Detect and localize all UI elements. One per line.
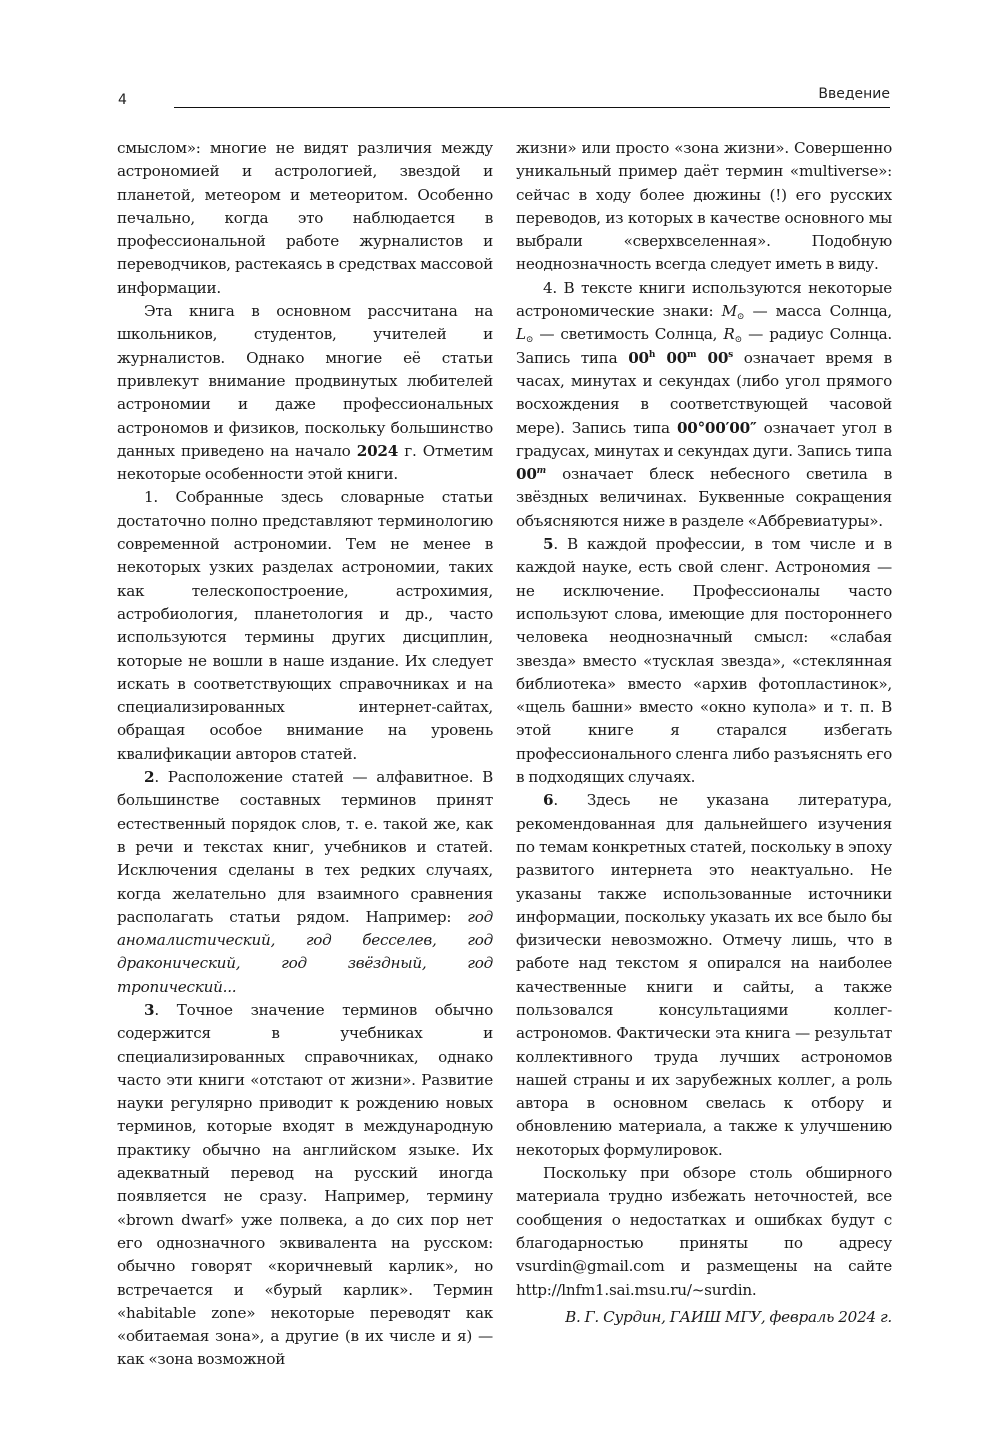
paragraph-item-6 (516, 789, 892, 1162)
item-number: 3 (144, 1000, 155, 1019)
angle-notation: 00°00′00″ (676, 418, 757, 437)
text: 00 (655, 348, 688, 367)
paragraph-item-1: 1. Собранные здесь словарные статьи достаточно полно представляют терминологию современной астрономии. Тем не менее в некоторых узких разделах астрономии, таких как телескопостроение, астрохимия, астробиология, планетология и др., часто используются термины других дисциплин, которые не вошли в наше издание. Их следует искать в соответствующих справочниках и на специализированных интернет-сайтах, обращая особое внимание на уровень квалификации авторов статей. (117, 488, 493, 763)
text: — радиус Солнца. Запись типа (516, 325, 892, 367)
examples: год аномалистический, год бесселев, год драконический, год звёздный, год тропический... (117, 907, 493, 996)
item-number: 2 (144, 768, 155, 787)
year: 2024 (356, 441, 399, 460)
text: 00 (696, 348, 729, 367)
sun-symbol: ⊙ (736, 312, 745, 323)
text: 00 (516, 465, 537, 484)
text: Эта книга в основном рассчитана на школьников, студентов, учителей и журналистов. Однако многие её статьи привлекут внимание продвинутых любителей астрономии и даже профессиональных астрономов и физиков, поскольку большинство данных приведено на начало (117, 302, 493, 460)
item-number: 5 (543, 535, 554, 554)
symbol-mass: M (721, 302, 737, 321)
item-number: 6 (543, 791, 554, 810)
text: . Расположение статей — алфавитное. В большинстве составных терминов принят естественный порядок слов, т. е. такой же, как в речи и текстах книг, учебников и статей. Исключения сделаны в тех редких случаях, когда желательно для взаимного сравнения располагать статьи рядом. Например: (117, 768, 493, 926)
text: г. Отметим некоторые особенности этой книги. (117, 441, 494, 484)
text: означает блеск небесного светила в звёздных величинах. Буквенные сокращения объясняются ниже в разделе «Аббревиатуры». (516, 465, 892, 530)
sun-symbol: ⊙ (525, 335, 534, 346)
sup: s (728, 349, 733, 360)
text: . (751, 1280, 757, 1299)
running-title: Введение (818, 86, 890, 102)
left-column (117, 137, 493, 1372)
text: . В каждой профессии, в том числе и в каждой науке, есть свой сленг. Астрономия — не исключение. Профессионалы часто используют слова, имеющие для постороннего человека неоднозначный смысл: «слабая звезда» вместо «тусклая звезда», «стеклянная библиотека» вместо «архив фотопластинок», «щель башни» вместо «окно купола» и т. п. В этой книге я старался избегать профессионального сленга либо разъяснять его в подходящих случаях. (516, 535, 892, 787)
symbol-radius: R (723, 325, 735, 344)
site-link[interactable]: http://lnfm1.sai.msu.ru/~surdin (516, 1280, 752, 1299)
header-rule (174, 107, 890, 108)
paragraph-feedback (516, 1162, 892, 1302)
email-link[interactable]: vsurdin@gmail.com (516, 1257, 665, 1276)
page-header (118, 84, 890, 110)
text: 4. В тексте книги используются некоторые астрономические знаки: (516, 278, 892, 321)
paragraph-item-4 (516, 277, 892, 533)
text: — светимость Солнца, (533, 325, 724, 344)
paragraph-audience (117, 300, 493, 486)
signature: В. Г. Сурдин, ГАИШ МГУ, февраль 2024 г. (565, 1307, 892, 1326)
paragraph-continued: смыслом»: многие не видят различия между астрономией и астрологией, звездой и планетой, метеором и метеоритом. Особенно печально, когда это наблюдается в профессиональной работе журналистов и переводчиков, растекаясь в средствах массовой информации. (117, 139, 493, 297)
right-column (516, 137, 892, 1329)
text: 00 (628, 348, 649, 367)
text: и размещены на сайте (664, 1257, 892, 1276)
text: — масса Солнца, (744, 302, 893, 321)
paragraph-continued: жизни» или просто «зона жизни». Совершенно уникальный пример даёт термин «multiverse»: сейчас в ходу более дюжины (!) его русских переводов, из которых в качестве основного мы выбрали «сверхвселенная». Подобную неоднозначность всегда следует иметь в виду. (516, 139, 892, 274)
symbol-luminosity: L (516, 325, 526, 344)
text: означает время в часах, минутах и секундах (либо угол прямого восхождения в соответствующей часовой мере). Запись типа (516, 348, 892, 437)
magnitude-notation (516, 465, 546, 483)
paragraph-item-3 (117, 999, 493, 1372)
text: означает угол в градусах, минутах и секундах дуги. Запись типа (516, 418, 892, 460)
page-number: 4 (118, 92, 127, 108)
text: Поскольку при обзоре столь обширного материала трудно избежать неточностей, все сообщения о недостатках и ошибках будут с благодарностью приняты по адресу (516, 1164, 892, 1252)
paragraph-item-5 (516, 533, 892, 789)
sup: m (687, 349, 697, 360)
text: . Точное значение терминов обычно содержится в учебниках и специализированных справочниках, однако часто эти книги «отстают от жизни». Развитие науки регулярно приводит к рождению новых терминов, которые входят в международную практику обычно на английском языке. Их адекватный перевод на русский иногда появляется не сразу. Например, термину «brown dwarf» уже полвека, а до сих пор нет его однозначного эквивалента на русском: обычно говорят «коричневый карлик», но встречается и «бурый карлик». Термин «habitable zone» некоторые переводят как «обитаемая зона», а другие (в их числе и я) — как «зона возможной (117, 1000, 493, 1369)
sup: h (648, 349, 656, 360)
paragraph-item-2 (117, 766, 493, 999)
time-notation (628, 349, 733, 367)
sun-symbol: ⊙ (734, 335, 742, 346)
sup: m (536, 466, 546, 477)
text: . Здесь не указана литература, рекомендованная для дальнейшего изучения по темам конкретных статей, поскольку в эпоху развитого интернета это неактуально. Не указаны также использованные источники информации, поскольку указать их все было бы физически невозможно. Отмечу лишь, что в работе над текстом я опирался на наиболее качественные книги и сайты, а также пользовался консультациями коллег-астрономов. Фактически эта книга — результат коллективного труда лучших астрономов нашей страны и их зарубежных коллег, а роль автора в основном свелась к отбору и обновлению материала, а также к улучшению некоторых формулировок. (516, 791, 892, 1159)
